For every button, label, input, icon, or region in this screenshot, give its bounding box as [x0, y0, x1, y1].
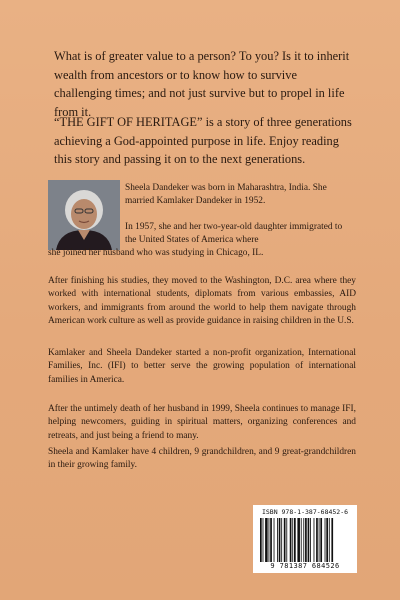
bio-birth: Sheela Dandeker was born in Maharashtra, India. She married Kamlaker Dandeker in 1952.: [125, 183, 327, 207]
bio-ifi: Kamlaker and Sheela Dandeker started a non-profit organization, International Families, Inc. (IFI) to better serve the growing population of international families in America.: [48, 348, 356, 385]
bio-after: After the untimely death of her husband in 1999, Sheela continues to manage IFI, helping newcomers, guiding in spiritual matters, organizing conferences and retreats, and just being a friend to many.: [48, 404, 356, 441]
bio-immigration: In 1957, she and her two-year-old daughter immigrated to the United States of America where: [125, 222, 343, 246]
isbn-digits: 9 781387 684526: [270, 562, 340, 570]
intro-summary: “THE GIFT OF HERITAGE” is a story of three generations achieving a God-appointed purpose in life. Enjoy reading this story and passing it on to the next generations.: [54, 115, 352, 166]
bio-family: Sheela and Kamlaker have 4 children, 9 grandchildren, and 9 great-grandchildren in their growing family.: [48, 447, 356, 471]
intro-question: What is of greater value to a person? To you? Is it to inherit wealth from ancestors or to know how to survive challenging times; and not just survive but to propel in life from it.: [54, 49, 350, 119]
bio-washington: After finishing his studies, they moved to the Washington, D.C. area where they worked with international students, diplomats from various embassies, AID workers, and immigrants from around the world to help them navigate through American work culture as well as provide guidance in raising children in the U.S.: [48, 276, 356, 327]
isbn-barcode: [253, 505, 357, 573]
barcode-bars: [259, 518, 351, 562]
bio-immigration-cont: she joined her husband who was studying in Chicago, IL.: [48, 248, 264, 258]
author-photo: [48, 180, 120, 250]
isbn-label: ISBN 978-1-387-68452-6: [261, 508, 349, 516]
